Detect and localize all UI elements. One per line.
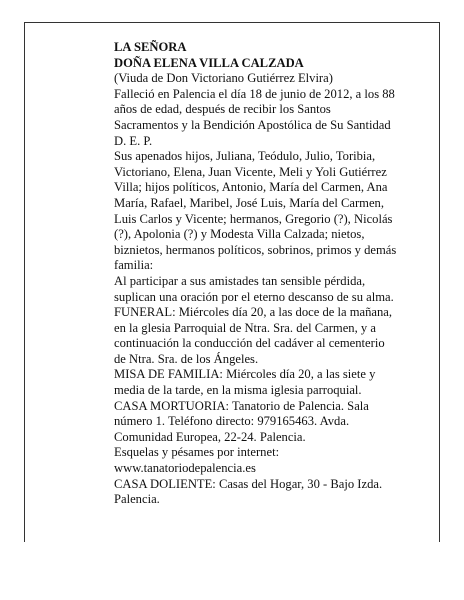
notice-line: biznietos, hermanos políticos, sobrinos, primos y demás (114, 242, 397, 257)
notice-line: familia: (114, 258, 154, 273)
frame-right-border (439, 22, 440, 542)
notice-line: continuación la conducción del cadáver al cementerio (114, 336, 385, 351)
notice-line: Luis Carlos y Vicente; hermanos, Gregorio (?), Nicolás (114, 211, 393, 226)
notice-line: Palencia. (114, 492, 160, 507)
notice-line: Victoriano, Elena, Juan Vicente, Meli y Yoli Gutiérrez (114, 164, 387, 179)
notice-line: Comunidad Europea, 22-24. Palencia. (114, 429, 306, 444)
notice-line: número 1. Teléfono directo: 979165463. Avda. (114, 414, 350, 429)
notice-line: Falleció en Palencia el día 18 de junio de 2012, a los 88 (114, 86, 395, 101)
frame-left-border (24, 22, 25, 542)
obituary-notice (114, 40, 424, 508)
notice-line: CASA MORTUORIA: Tanatorio de Palencia. Sala (114, 398, 369, 413)
notice-line: media de la tarde, en la misma iglesia parroquial. (114, 383, 362, 398)
notice-line: (?), Apolonia (?) y Modesta Villa Calzada; nietos, (114, 227, 365, 242)
frame-top-border (24, 22, 440, 23)
notice-line: Sacramentos y la Bendición Apostólica de Su Santidad (114, 117, 391, 132)
notice-line: de Ntra. Sra. de los Ángeles. (114, 351, 259, 366)
notice-line: en la glesia Parroquial de Ntra. Sra. del Carmen, y a (114, 320, 376, 335)
notice-line: María, Rafael, Maribel, José Luis, María del Carmen, (114, 195, 384, 210)
notice-line: Villa; hijos políticos, Antonio, María del Carmen, Ana (114, 180, 388, 195)
deceased-name: DOÑA ELENA VILLA CALZADA (114, 55, 304, 70)
notice-line: años de edad, después de recibir los Santos (114, 102, 331, 117)
heading-line: LA SEÑORA (114, 40, 187, 54)
notice-line: Esquelas y pésames por internet: (114, 445, 280, 460)
notice-line: suplican una oración por el eterno descanso de su alma. (114, 289, 394, 304)
notice-line: Al participar a sus amistades tan sensible pérdida, (114, 273, 366, 288)
notice-line: D. E. P. (114, 133, 153, 148)
notice-line: CASA DOLIENTE: Casas del Hogar, 30 - Bajo Izda. (114, 476, 383, 491)
website-text: www.tanatoriodepalencia.es (114, 461, 256, 476)
notice-line: FUNERAL: Miércoles día 20, a las doce de la mañana, (114, 305, 393, 320)
notice-line: MISA DE FAMILIA: Miércoles día 20, a las siete y (114, 367, 376, 382)
notice-line: (Viuda de Don Victoriano Gutiérrez Elvira) (114, 71, 333, 86)
notice-line: Sus apenados hijos, Juliana, Teódulo, Julio, Toribia, (114, 149, 376, 164)
